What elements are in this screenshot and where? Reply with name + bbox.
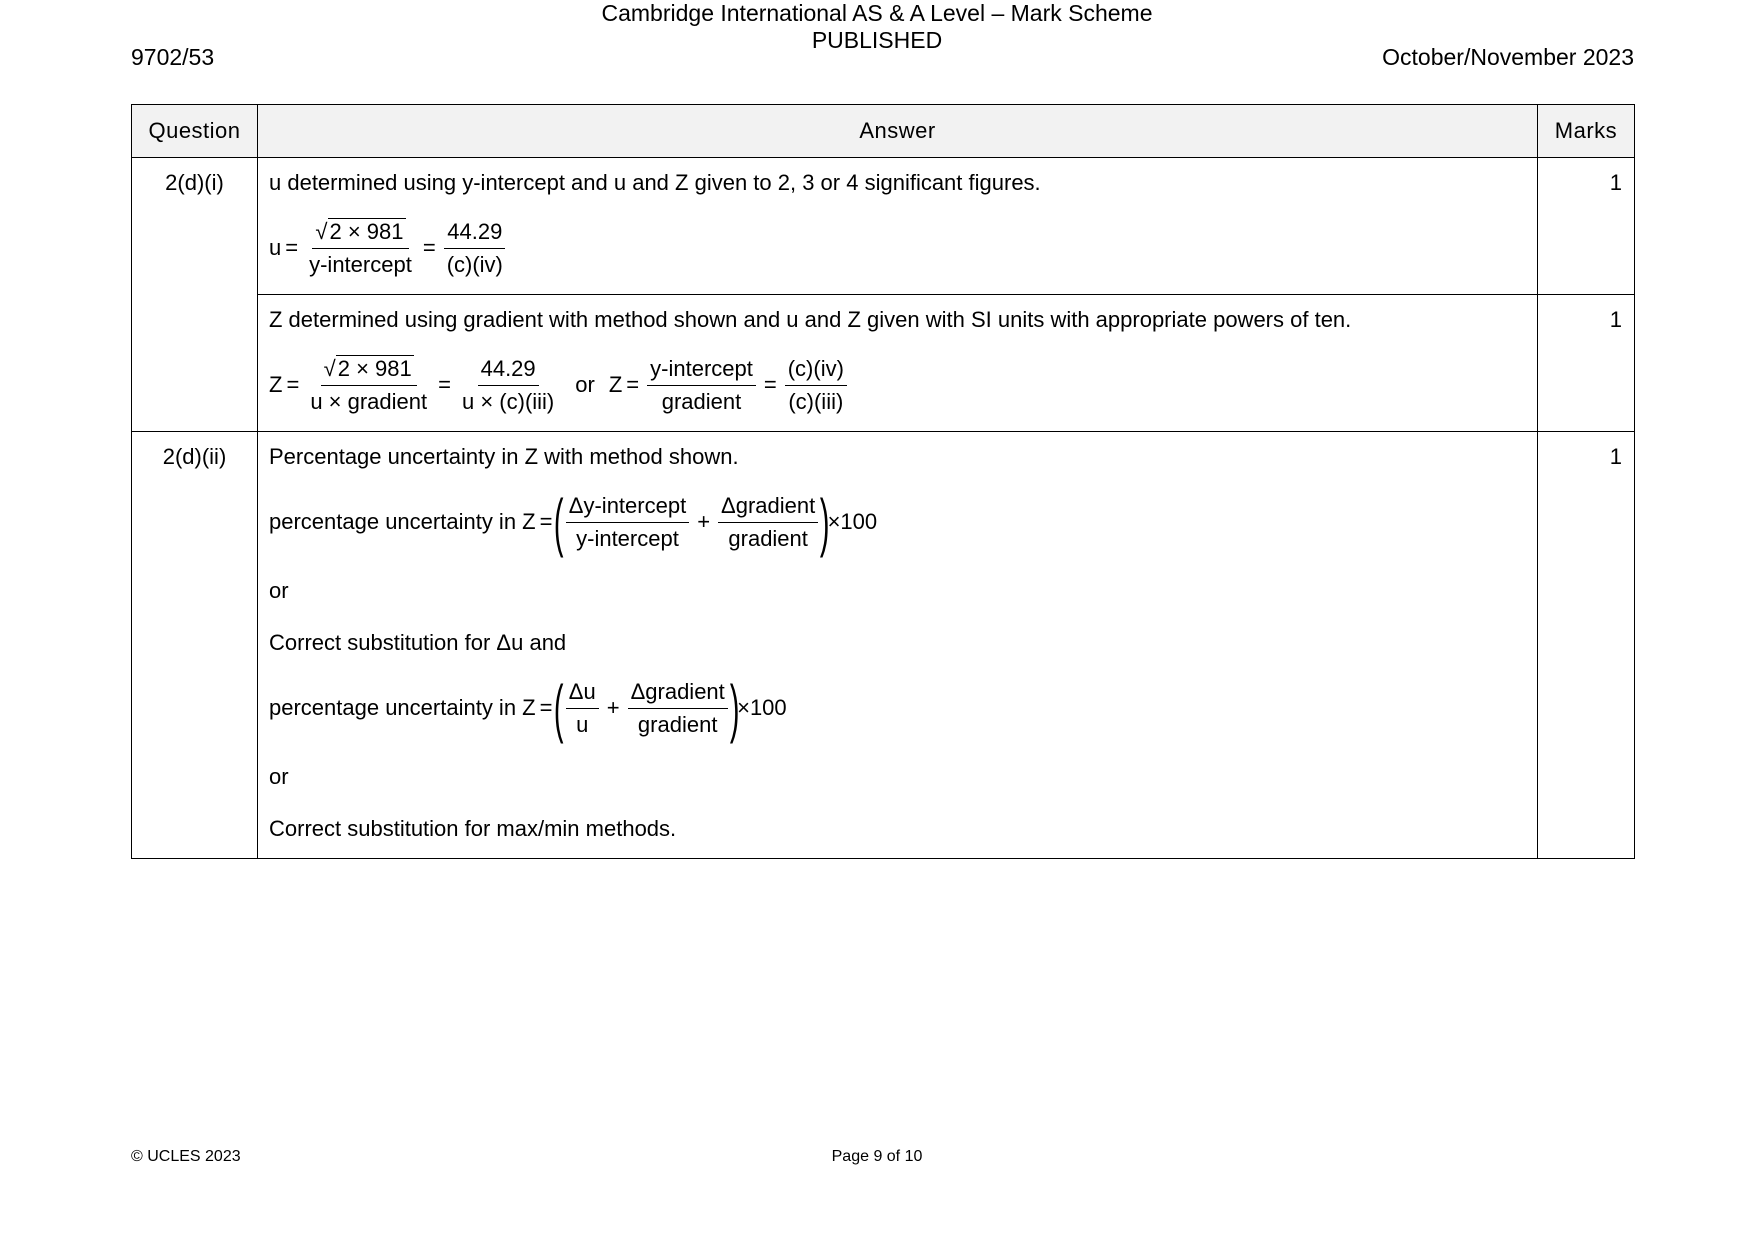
denominator: u: [576, 711, 589, 737]
document-title: Cambridge International AS & A Level – Mark Scheme: [601, 0, 1153, 26]
formula-lhs: percentage uncertainty in Z: [269, 509, 536, 534]
question-number: 2(d)(i): [132, 158, 258, 432]
formula-percentage-2: percentage uncertainty in Z = ( $\frac{\Delta u}{u}$ + $\frac{\text{Δgradient}}{\text{gradient}}$ ) ×100: [269, 672, 787, 744]
fraction: √ 2 × 981 y-intercept: [306, 218, 415, 278]
sqrt-content: 2 × 981: [337, 356, 412, 381]
marks-value: 1: [1538, 432, 1635, 859]
sqrt-content: 2 × 981: [329, 219, 404, 244]
denominator: u × gradient: [310, 389, 428, 414]
paper-code: 9702/53: [131, 44, 215, 70]
document-status: PUBLISHED: [811, 27, 943, 53]
answer-text: u determined using y-intercept and u and Z given to 2, 3 or 4 significant figures.: [269, 170, 1041, 195]
answer-text: Correct substitution for max/min methods.: [269, 816, 677, 841]
fraction: [444, 219, 506, 278]
denominator: (c)(iv): [446, 251, 503, 277]
denominator: y-intercept: [309, 252, 412, 277]
formula-lhs: Z: [269, 372, 283, 397]
denominator: gradient: [661, 388, 742, 414]
answer-text: Correct substitution for Δu and: [269, 630, 567, 655]
answer-cell: [258, 432, 1538, 859]
denominator: gradient: [728, 525, 808, 551]
exam-session: October/November 2023: [1382, 44, 1634, 70]
answer-cell: [258, 295, 1538, 432]
fraction: [785, 356, 847, 415]
or-text: or: [575, 372, 595, 397]
fraction: [718, 493, 818, 552]
fraction: [628, 679, 728, 738]
fraction: √ 2 × 981 u × gradient: [307, 355, 430, 415]
marks-value: 1: [1538, 158, 1635, 295]
numerator: Δu: [566, 679, 599, 709]
marks-column-header: Marks: [1538, 105, 1635, 158]
question-number: 2(d)(ii): [132, 432, 258, 859]
marks-value: 1: [1538, 295, 1635, 432]
numerator: (c)(iv): [785, 356, 847, 386]
formula-u: u = √ 2 × 981 y-intercept = $\frac{44.29}{(c)(iv)}$: [269, 218, 1527, 278]
mark-scheme-table: [131, 104, 1635, 859]
numerator: Δy-intercept: [566, 493, 689, 523]
numerator: Δgradient: [628, 679, 728, 709]
table-header-row: [132, 105, 1635, 158]
numerator: 44.29: [444, 219, 505, 249]
copyright: © UCLES 2023: [131, 1148, 241, 1165]
fraction: [459, 356, 557, 415]
denominator: y-intercept: [576, 525, 679, 551]
question-column-header: Question: [132, 105, 258, 158]
multiplier: ×100: [737, 695, 787, 720]
answer-column-header: Answer: [258, 105, 1538, 158]
page-number: Page 9 of 10: [831, 1148, 923, 1165]
denominator: gradient: [637, 711, 718, 737]
answer-text: Z determined using gradient with method shown and u and Z given with SI units with appropriate powers of ten.: [269, 307, 1352, 332]
table-row: [132, 158, 1635, 295]
fraction: [566, 679, 599, 738]
denominator: u × (c)(iii): [461, 388, 555, 414]
fraction: [647, 356, 756, 415]
numerator: y-intercept: [647, 356, 756, 386]
or-text: or: [269, 764, 289, 789]
table-row: [132, 295, 1635, 432]
table-row: [132, 432, 1635, 859]
multiplier: ×100: [827, 509, 878, 534]
fraction: [566, 493, 689, 552]
or-text: or: [269, 578, 289, 603]
formula-percentage-1: percentage uncertainty in Z = ( $\frac{\text{Δy-intercept}}{\text{y-intercept}}$ + $\frac{\text{Δgradient}}{\text{gradient}}$ ) ×100: [269, 486, 878, 558]
answer-cell: [258, 158, 1538, 295]
formula-z: Z = √ 2 × 981 u × gradient = $\frac{44.29}{\text{u × (c)(iii)}}$ or Z = $\frac{\text{y-intercept}}{\text{gradient}}$ = $\frac{(c)(iv)}{\text{(c)(iii)}}$: [269, 355, 1527, 415]
denominator: (c)(iii): [788, 388, 844, 414]
formula-lhs: percentage uncertainty in Z: [269, 695, 536, 720]
answer-text: Percentage uncertainty in Z with method shown.: [269, 444, 739, 469]
formula-lhs: Z: [608, 372, 623, 397]
numerator: Δgradient: [718, 493, 818, 523]
formula-lhs: u: [269, 235, 282, 260]
numerator: 44.29: [478, 356, 539, 386]
